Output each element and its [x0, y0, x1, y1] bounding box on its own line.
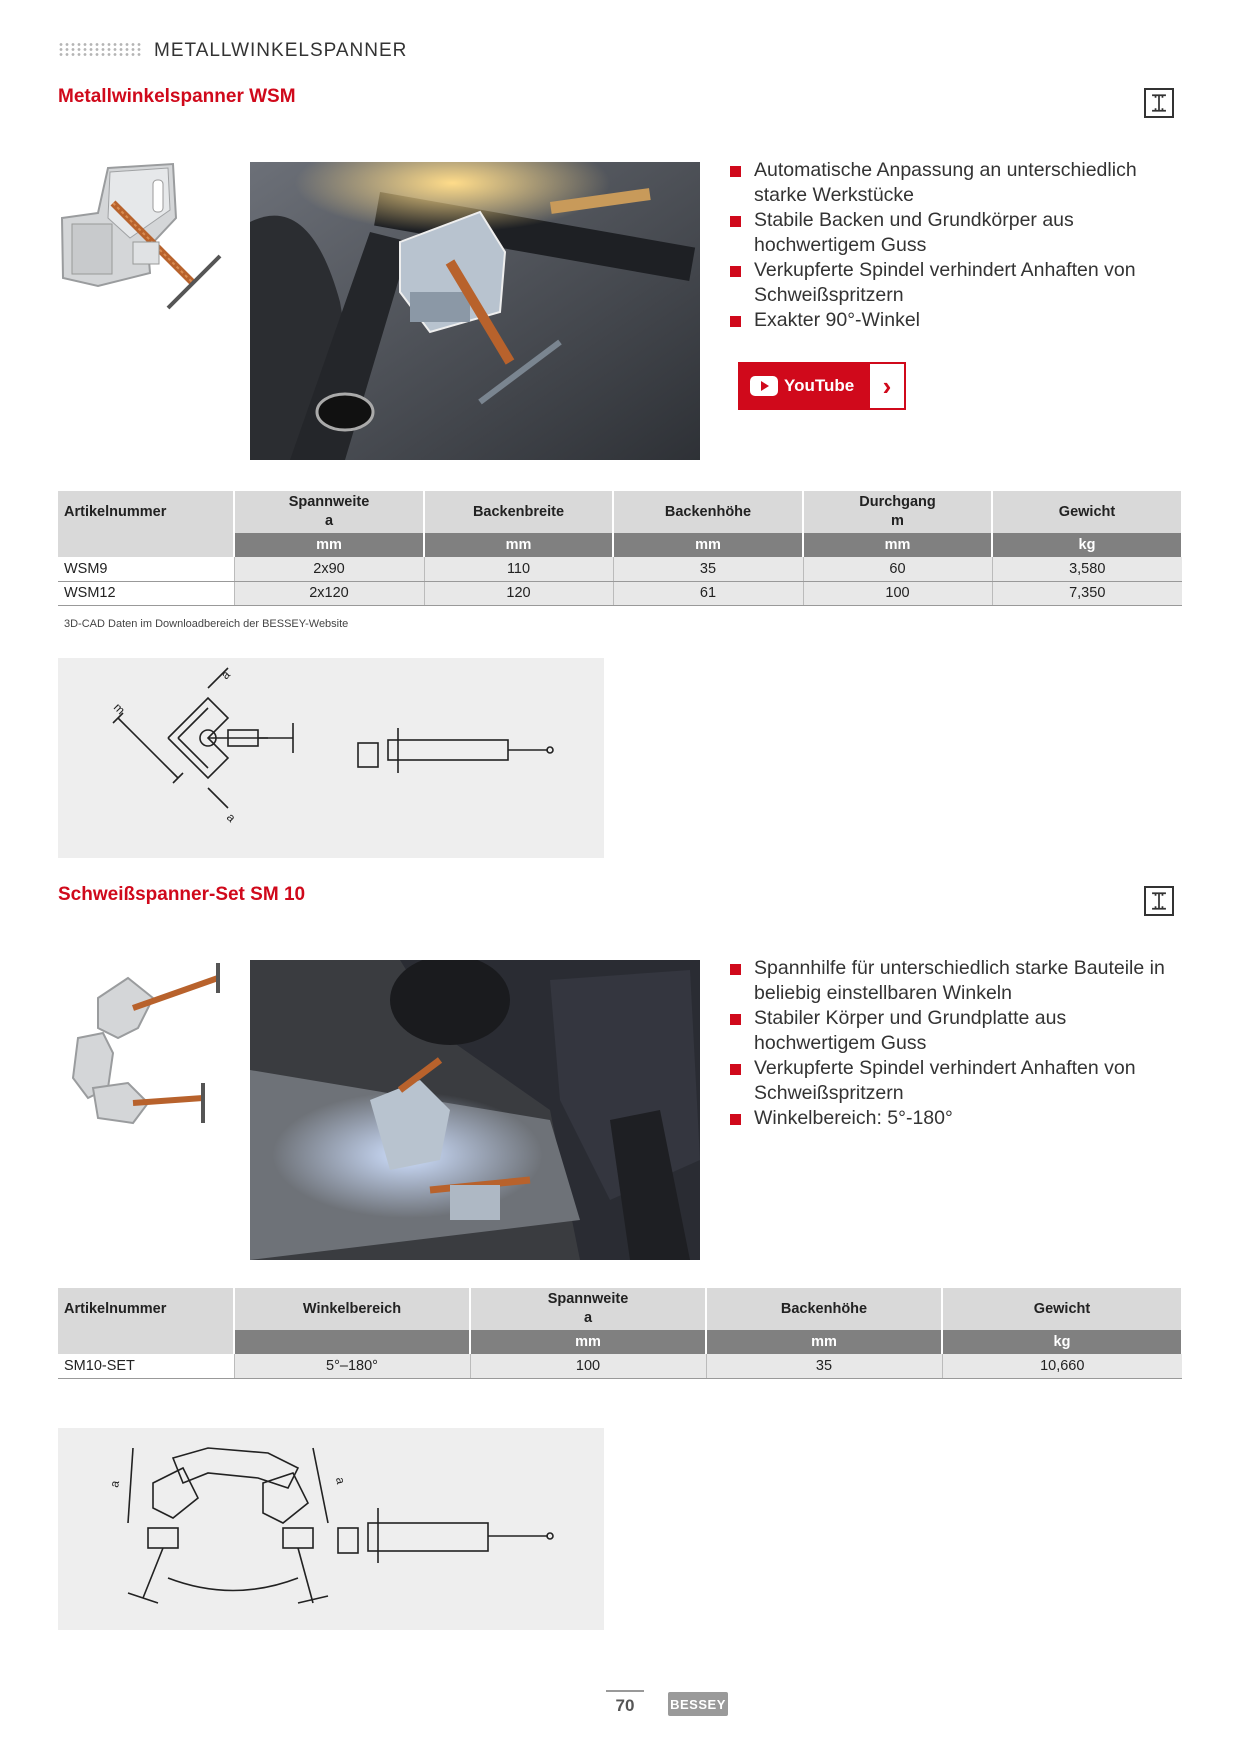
cell: 61	[613, 581, 803, 605]
table-header-row	[58, 491, 1182, 533]
bessey-logo	[668, 1692, 728, 1716]
cad-download-note: 3D-CAD Daten im Downloadbereich der BESSEY-Website	[64, 618, 349, 630]
feature-item: Winkelbereich: 5°-180°	[728, 1106, 1188, 1131]
unit-cell	[58, 533, 234, 557]
norm-symbol-icon	[1144, 88, 1174, 118]
unit-cell: kg	[942, 1330, 1182, 1354]
page-header-title: METALLWINKELSPANNER	[154, 40, 408, 61]
youtube-icon	[750, 376, 778, 396]
column-header: Gewicht	[992, 491, 1182, 533]
unit-cell: mm	[706, 1330, 942, 1354]
cell: 110	[424, 557, 613, 581]
feature-item: Spannhilfe für unterschiedlich starke Bauteile in beliebig einstellbaren Winkeln	[728, 956, 1188, 1006]
column-header: Backenhöhe	[613, 491, 803, 533]
table-header-row	[58, 1288, 1182, 1330]
unit-cell: mm	[234, 533, 424, 557]
cell: 10,660	[942, 1354, 1182, 1378]
feature-item: Stabile Backen und Grundkörper aus hochwertigem Guss	[728, 208, 1188, 258]
svg-text:m: m	[110, 700, 128, 718]
cell: 5°–180°	[234, 1354, 470, 1378]
column-header: Spannweite a	[470, 1288, 706, 1330]
unit-cell	[234, 1330, 470, 1354]
spec-table-wsm	[58, 491, 1183, 606]
youtube-label: YouTube	[784, 376, 855, 395]
cell: 2x120	[234, 581, 424, 605]
column-header: Winkelbereich	[234, 1288, 470, 1330]
column-header: Artikelnummer	[58, 1288, 234, 1330]
youtube-button[interactable]	[738, 362, 906, 410]
cell: 35	[706, 1354, 942, 1378]
column-header: Backenhöhe	[706, 1288, 942, 1330]
cell-article: SM10-SET	[58, 1354, 234, 1378]
unit-cell: mm	[613, 533, 803, 557]
column-header: Artikelnummer	[58, 491, 234, 533]
column-header: Spannweite a	[234, 491, 424, 533]
cell: 60	[803, 557, 992, 581]
feature-list-wsm	[728, 158, 1188, 333]
bullet-square-icon	[730, 266, 741, 277]
cell: 2x90	[234, 557, 424, 581]
table-units-row	[58, 533, 1182, 557]
chevron-right-icon: ›	[870, 364, 904, 408]
table-row	[58, 581, 1182, 605]
bullet-square-icon	[730, 1114, 741, 1125]
column-header: Durchgang m	[803, 491, 992, 533]
feature-item: Verkupferte Spindel verhindert Anhaften von Schweißspritzern	[728, 1056, 1188, 1106]
bullet-square-icon	[730, 166, 741, 177]
technical-drawing-sm10	[58, 1428, 604, 1630]
cell: 35	[613, 557, 803, 581]
column-header: Backenbreite	[424, 491, 613, 533]
technical-drawing-wsm	[58, 658, 604, 858]
table-row	[58, 1354, 1182, 1378]
cell: 7,350	[992, 581, 1182, 605]
bullet-square-icon	[730, 316, 741, 327]
header-dots-decoration	[58, 42, 142, 58]
unit-cell: mm	[424, 533, 613, 557]
cell: 100	[803, 581, 992, 605]
column-header: Gewicht	[942, 1288, 1182, 1330]
youtube-button-main	[740, 364, 870, 408]
product-photo-sm10-in-use	[250, 960, 700, 1260]
product-image-wsm	[58, 158, 228, 323]
bullet-square-icon	[730, 964, 741, 975]
table-row	[58, 557, 1182, 581]
svg-text:BESSEY: BESSEY	[670, 1697, 726, 1712]
cell: 100	[470, 1354, 706, 1378]
svg-text:a: a	[223, 810, 239, 825]
section-title-wsm: Metallwinkelspanner WSM	[58, 86, 296, 107]
cell: 3,580	[992, 557, 1182, 581]
cell-article: WSM9	[58, 557, 234, 581]
feature-item: Verkupferte Spindel verhindert Anhaften von Schweißspritzern	[728, 258, 1188, 308]
unit-cell	[58, 1330, 234, 1354]
svg-text:a: a	[218, 667, 233, 683]
section-title-sm10: Schweißspanner-Set SM 10	[58, 884, 306, 905]
norm-symbol-icon	[1144, 886, 1174, 916]
feature-item: Exakter 90°-Winkel	[728, 308, 1188, 333]
svg-text:a: a	[107, 1479, 123, 1489]
product-photo-wsm-in-use	[250, 162, 700, 460]
bullet-square-icon	[730, 1064, 741, 1075]
cell: 120	[424, 581, 613, 605]
spec-table-sm10	[58, 1288, 1183, 1379]
unit-cell: mm	[803, 533, 992, 557]
feature-list-sm10	[728, 956, 1188, 1131]
product-image-sm10	[58, 958, 228, 1138]
bullet-square-icon	[730, 216, 741, 227]
table-units-row	[58, 1330, 1182, 1354]
page-number: 70	[606, 1690, 644, 1716]
unit-cell: mm	[470, 1330, 706, 1354]
unit-cell: kg	[992, 533, 1182, 557]
feature-item: Automatische Anpassung an unterschiedlich starke Werkstücke	[728, 158, 1188, 208]
feature-item: Stabiler Körper und Grundplatte aus hochwertigem Guss	[728, 1006, 1188, 1056]
cell-article: WSM12	[58, 581, 234, 605]
svg-text:a: a	[333, 1476, 348, 1486]
bullet-square-icon	[730, 1014, 741, 1025]
